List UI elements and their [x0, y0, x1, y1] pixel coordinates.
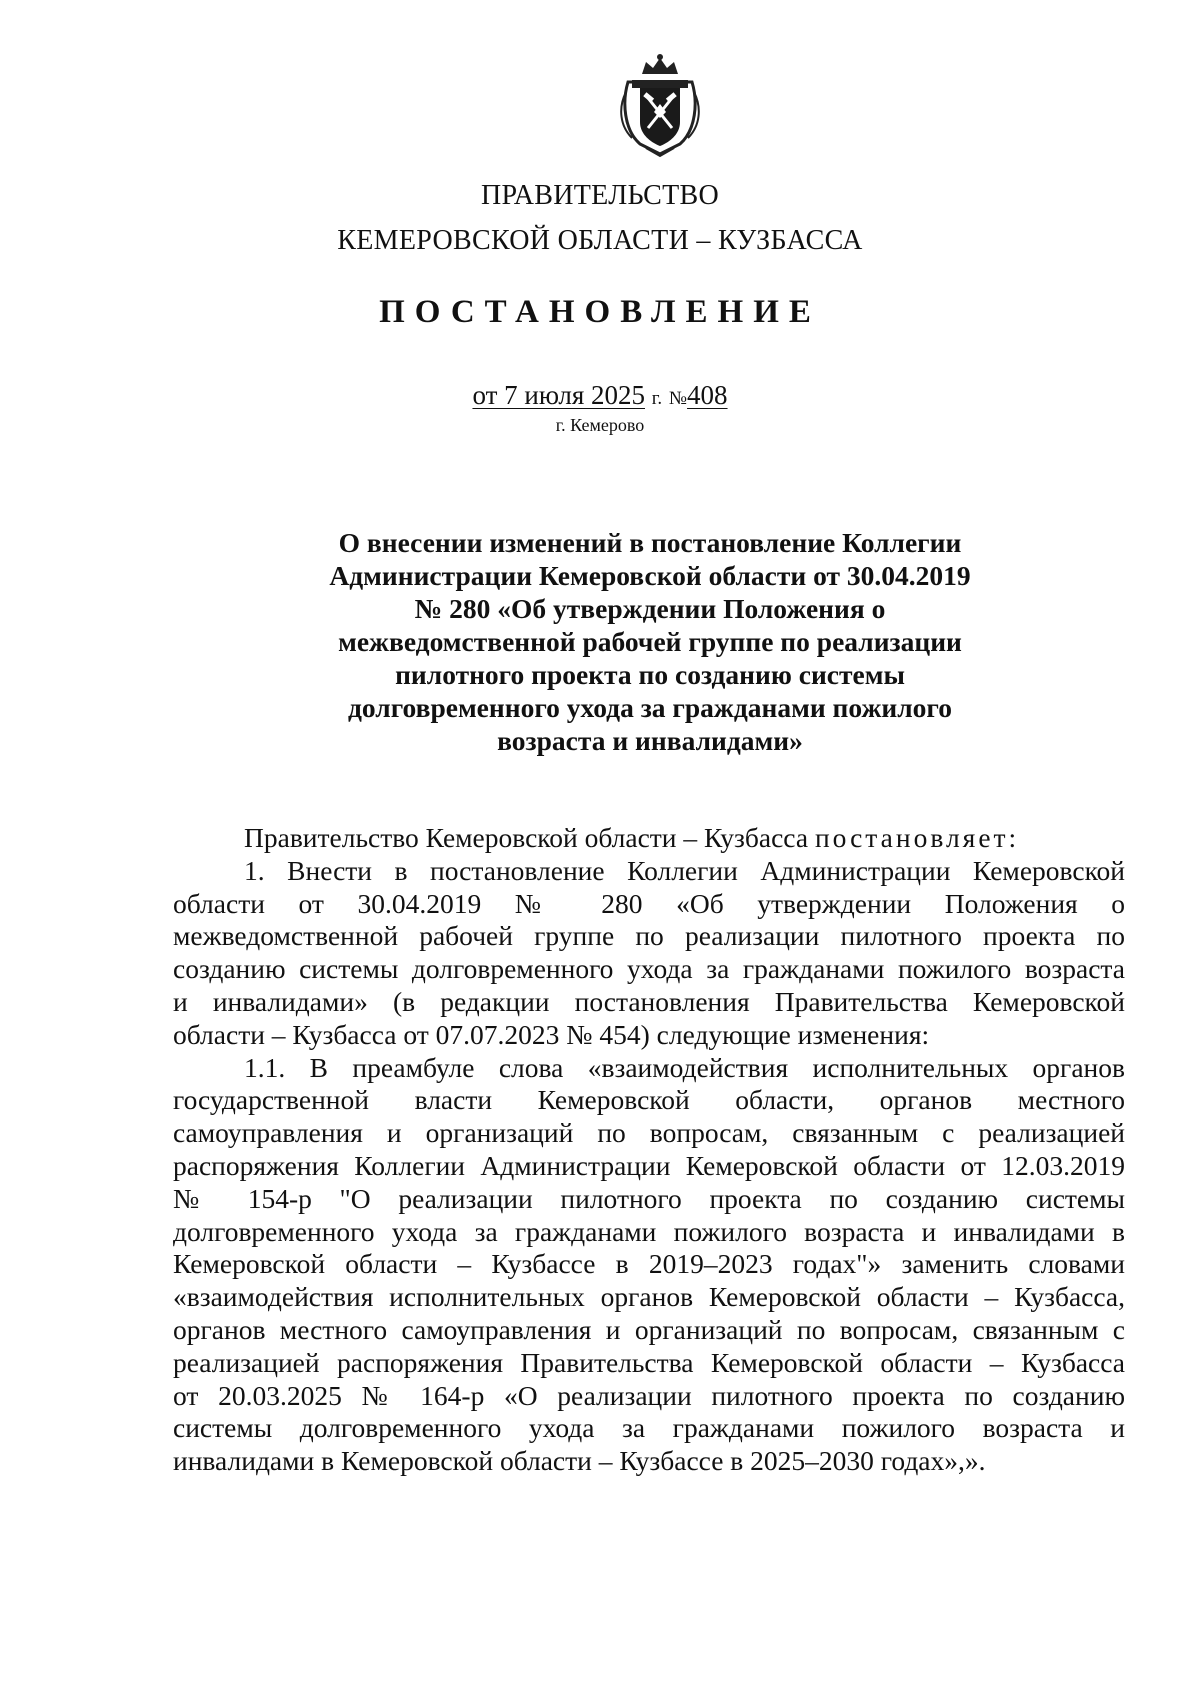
coat-of-arms-icon — [616, 52, 704, 158]
title-line: межведомственной рабочей группе по реализации — [338, 626, 962, 657]
government-name-line1: ПРАВИТЕЛЬСТВО — [480, 180, 720, 211]
title-line: возраста и инвалидами» — [497, 725, 803, 756]
body-line: органов местного самоуправления и организаций по вопросам, связанным с — [173, 1313, 1125, 1345]
body-line: 1.1. В преамбуле слова «взаимодействия исполнительных органов — [244, 1051, 1125, 1083]
body-line: системы долговременного ухода за гражданами пожилого возраста и — [173, 1412, 1125, 1444]
body-line: № 154-р "О реализации пилотного проекта по созданию системы — [173, 1182, 1125, 1214]
body-line: межведомственной рабочей группе по реализации пилотного проекта по — [173, 920, 1125, 952]
document-body — [173, 822, 1125, 1478]
body-line: «взаимодействия исполнительных органов Кемеровской области – Кузбасса, — [173, 1281, 1125, 1313]
body-line: и инвалидами» (в редакции постановления Правительства Кемеровской — [173, 985, 1125, 1017]
document-city: г. Кемерово — [555, 415, 645, 435]
year-suffix: г. — [651, 388, 663, 409]
preamble-text: Правительство Кемеровской области – Кузбасса — [244, 822, 809, 853]
document-type-heading: ПОСТАНОВЛЕНИЕ — [379, 294, 821, 330]
title-line: О внесении изменений в постановление Коллегии — [338, 527, 962, 558]
title-line: долговременного ухода за гражданами пожилого — [348, 692, 952, 723]
preamble-keyword: постановляет: — [814, 822, 1020, 853]
title-line: пилотного проекта по созданию системы — [395, 659, 905, 690]
number-sign: № — [668, 388, 688, 409]
body-line: области – Кузбасса от 07.07.2023 № 454) следующие изменения: — [173, 1018, 930, 1050]
government-name-line2: КЕМЕРОВСКОЙ ОБЛАСТИ – КУЗБАССА — [337, 225, 863, 256]
body-line: долговременного ухода за гражданами пожилого возраста и инвалидами в — [173, 1215, 1125, 1247]
document-number: 408 — [687, 380, 728, 410]
body-line: самоуправления и организаций по вопросам, связанным с реализацией — [173, 1117, 1125, 1149]
body-line: реализацией распоряжения Правительства Кемеровской области – Кузбасса — [173, 1346, 1125, 1378]
document-title — [300, 526, 1000, 757]
date-number-line — [0, 380, 1200, 411]
body-line: распоряжения Коллегии Администрации Кемеровской области от 12.03.2019 — [173, 1149, 1125, 1181]
document-date: от 7 июля 2025 — [472, 380, 645, 410]
title-line: № 280 «Об утверждении Положения о — [414, 593, 886, 624]
body-line: инвалидами в Кемеровской области – Кузбассе в 2025–2030 годах»,». — [173, 1445, 986, 1477]
body-line: Кемеровской области – Кузбассе в 2019–2023 годах"» заменить словами — [173, 1248, 1125, 1280]
body-line: 1. Внести в постановление Коллегии Администрации Кемеровской — [244, 854, 1125, 886]
body-line: области от 30.04.2019 № 280 «Об утверждении Положения о — [173, 887, 1125, 919]
body-line: от 20.03.2025 № 164-р «О реализации пилотного проекта по созданию — [173, 1379, 1125, 1411]
body-line: созданию системы долговременного ухода за гражданами пожилого возраста — [173, 953, 1125, 985]
title-line: Администрации Кемеровской области от 30.04.2019 — [329, 560, 971, 591]
preamble-line — [173, 822, 1125, 855]
body-line: государственной власти Кемеровской области, органов местного — [173, 1084, 1125, 1116]
